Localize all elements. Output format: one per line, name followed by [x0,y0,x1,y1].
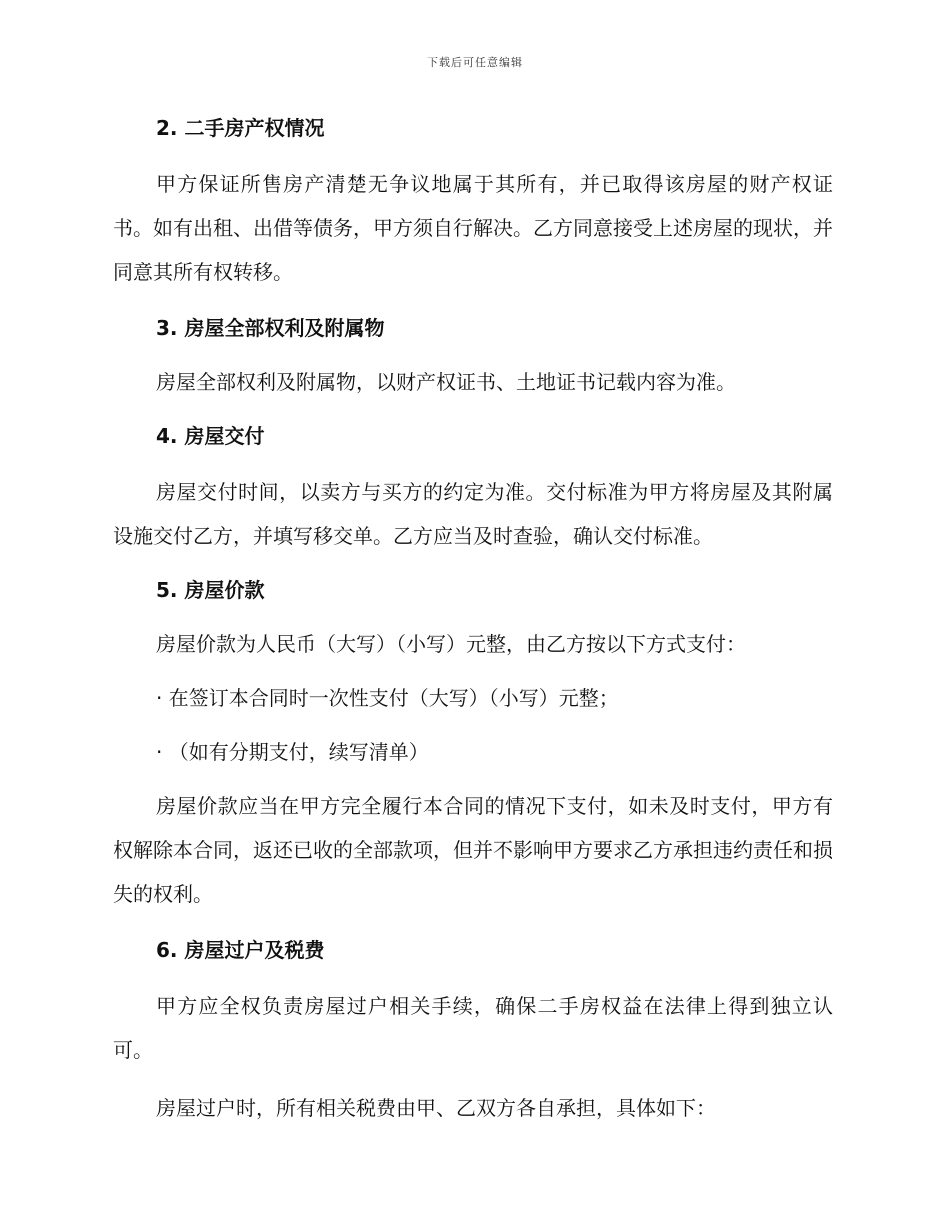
section-heading-rights-appurtenances: 3. 房屋全部权利及附属物 [156,316,385,340]
section-heading-property-rights: 2. 二手房产权情况 [156,116,325,140]
paragraph-price-intro: 房屋价款为人民币（大写）（小写）元整，由乙方按以下方式支付： [156,632,746,656]
page-header-note: 下载后可任意编辑 [427,56,523,69]
bullet-installment-payment: · （如有分期支付，续写清单） [156,740,429,764]
section-heading-transfer-taxes: 6. 房屋过户及税费 [156,938,325,962]
paragraph-transfer-procedures: 甲方应全权负责房屋过户相关手续，确保二手房权益在法律上得到独立认可。 [113,994,833,1062]
paragraph-rights-appurtenances: 房屋全部权利及附属物，以财产权证书、土地证书记载内容为准。 [156,370,736,394]
bullet-lump-sum-payment: · 在签订本合同时一次性支付（大写）（小写）元整； [156,686,619,710]
paragraph-delivery: 房屋交付时间，以卖方与买方的约定为准。交付标准为甲方将房屋及其附属设施交付乙方，并填写移交单。乙方应当及时查验，确认交付标准。 [113,480,833,548]
section-heading-price: 5. 房屋价款 [156,578,265,602]
paragraph-property-rights: 甲方保证所售房产清楚无争议地属于其所有，并已取得该房屋的财产权证书。如有出租、出借等债务，甲方须自行解决。乙方同意接受上述房屋的现状，并同意其所有权转移。 [113,172,833,284]
paragraph-transfer-taxes: 房屋过户时，所有相关税费由甲、乙双方各自承担，具体如下： [156,1096,716,1120]
section-heading-delivery: 4. 房屋交付 [156,424,265,448]
paragraph-price-terms: 房屋价款应当在甲方完全履行本合同的情况下支付，如未及时支付，甲方有权解除本合同，返还已收的全部款项，但并不影响甲方要求乙方承担违约责任和损失的权利。 [113,794,833,906]
